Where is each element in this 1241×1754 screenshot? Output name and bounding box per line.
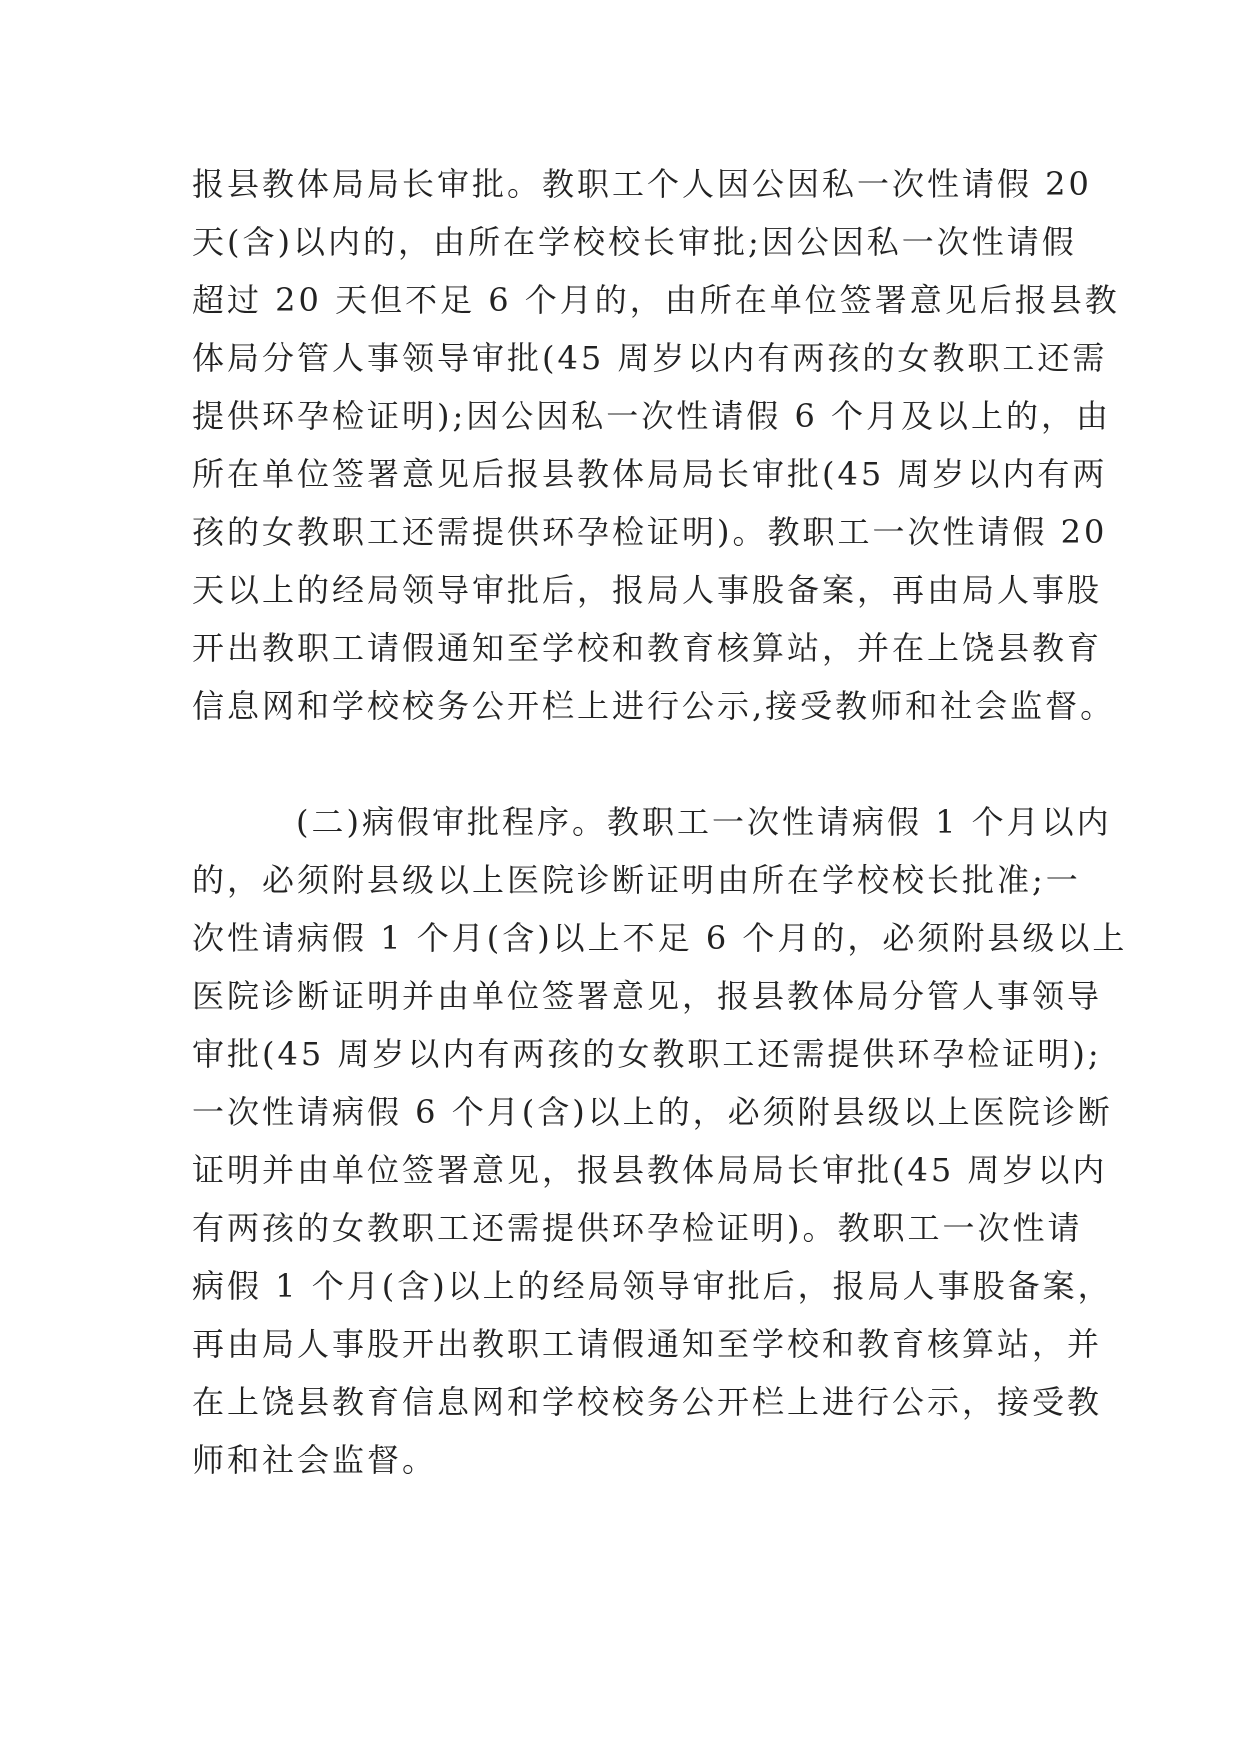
text-line: 信息网和学校校务公开栏上进行公示,接受教师和社会监督。 — [192, 687, 1116, 725]
text-line: 审批(45 周岁以内有两孩的女教职工还需提供环孕检证明); — [192, 1035, 1102, 1073]
paragraph-leave-approval — [192, 155, 1120, 735]
text-line: 天(含)以内的，由所在学校校长审批;因公因私一次性请假 — [192, 223, 1077, 261]
text-line: 在上饶县教育信息网和学校校务公开栏上进行公示，接受教 — [192, 1383, 1103, 1421]
text-line: 的，必须附县级以上医院诊断证明由所在学校校长批准;一 — [192, 861, 1081, 899]
text-line: 次性请病假 1 个月(含)以上不足 6 个月的，必须附县级以上 — [192, 919, 1128, 957]
text-line: 医院诊断证明并由单位签署意见，报县教体局分管人事领导 — [192, 977, 1103, 1015]
text-line: 开出教职工请假通知至学校和教育核算站，并在上饶县教育 — [192, 629, 1103, 667]
text-line: 超过 20 天但不足 6 个月的，由所在单位签署意见后报县教 — [192, 281, 1120, 319]
text-line: 证明并由单位签署意见，报县教体局局长审批(45 周岁以内 — [192, 1151, 1108, 1189]
text-line: 提供环孕检证明);因公因私一次性请假 6 个月及以上的，由 — [192, 397, 1111, 435]
text-line: 体局分管人事领导审批(45 周岁以内有两孩的女教职工还需 — [192, 339, 1108, 377]
text-line: (二)病假审批程序。教职工一次性请病假 1 个月以内 — [296, 803, 1112, 841]
text-line: 孩的女教职工还需提供环孕检证明)。教职工一次性请假 20 — [192, 513, 1108, 551]
text-line: 有两孩的女教职工还需提供环孕检证明)。教职工一次性请 — [192, 1209, 1083, 1247]
text-line: 师和社会监督。 — [192, 1441, 438, 1479]
text-line: 报县教体局局长审批。教职工个人因公因私一次性请假 20 — [192, 165, 1092, 203]
text-line: 所在单位签署意见后报县教体局局长审批(45 周岁以内有两 — [192, 455, 1108, 493]
text-line: 病假 1 个月(含)以上的经局领导审批后，报局人事股备案， — [192, 1267, 1113, 1305]
paragraph-sick-leave-approval — [192, 793, 1128, 1489]
text-line: 一次性请病假 6 个月(含)以上的，必须附县级以上医院诊断 — [192, 1093, 1113, 1131]
text-line: 再由局人事股开出教职工请假通知至学校和教育核算站，并 — [192, 1325, 1103, 1363]
text-line: 天以上的经局领导审批后，报局人事股备案，再由局人事股 — [192, 571, 1103, 609]
